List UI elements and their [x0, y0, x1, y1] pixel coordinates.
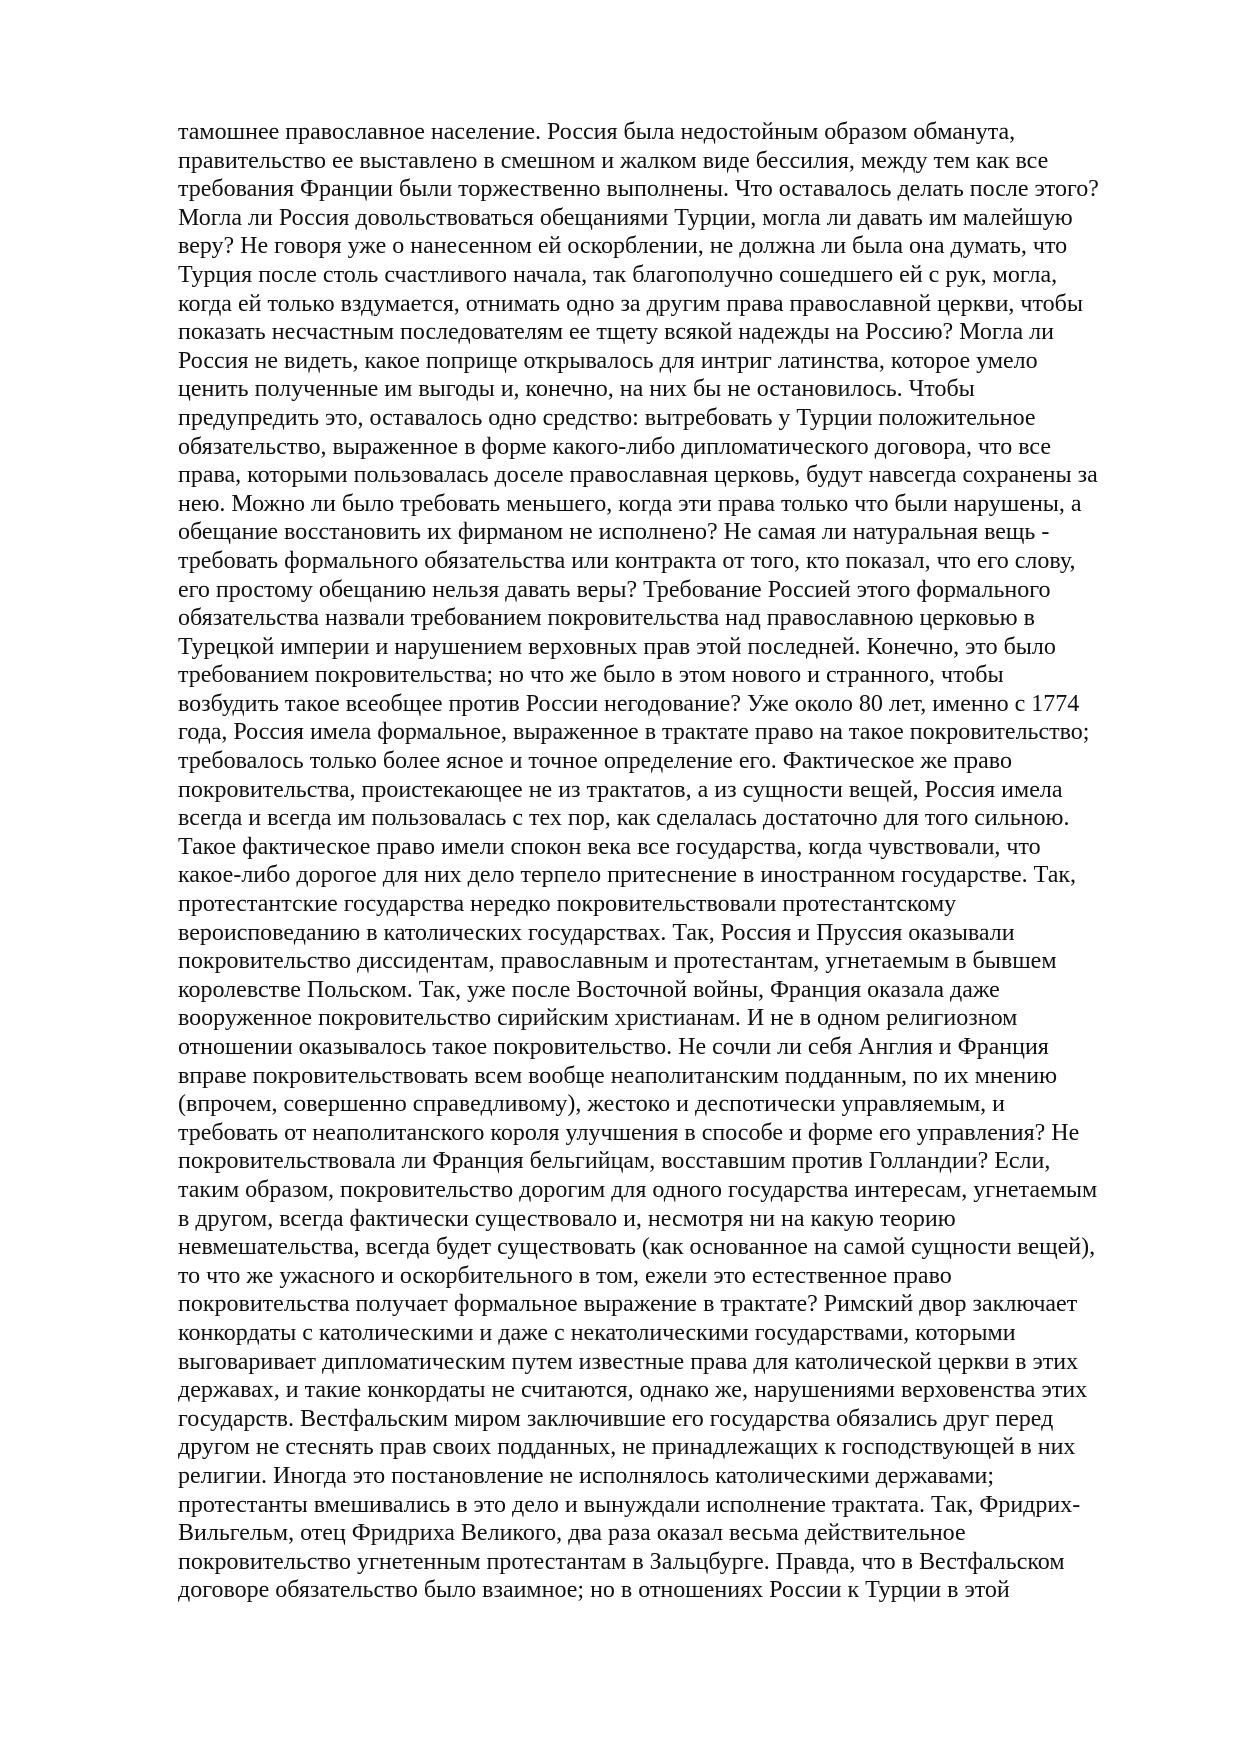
text-line: требования Франции были торжественно выполнены. Что оставалось делать после этого? — [178, 176, 1099, 203]
text-line: вооруженное покровительство сирийским христианам. И не в одном религиозном — [178, 1005, 1018, 1032]
text-line: какое-либо дорогое для них дело терпело притеснение в иностранном государстве. Так, — [178, 862, 1077, 889]
text-line: его простому обещанию нельзя давать веры? Требование Россией этого формального — [178, 576, 1051, 603]
text-line: государств. Вестфальским миром заключившие его государства обязались друг перед — [178, 1405, 1054, 1432]
text-line: предупредить это, оставалось одно средство: вытребовать у Турции положительное — [178, 404, 1036, 431]
text-line: обязательство, выраженное в форме какого-либо дипломатического договора, что все — [178, 433, 1051, 460]
text-line: веру? Не говоря уже о нанесенном ей оскорблении, не должна ли была она думать, что — [178, 233, 1068, 260]
text-line: нею. Можно ли было требовать меньшего, когда эти права только что были нарушены, а — [178, 490, 1082, 517]
text-line: протестанты вмешивались в это дело и вынуждали исполнение трактата. Так, Фридрих- — [178, 1491, 1081, 1518]
text-line: требовать формального обязательства или контракта от того, кто показал, что его слову, — [178, 547, 1076, 574]
text-line: возбудить такое всеобщее против России негодование? Уже около 80 лет, именно с 1774 — [178, 690, 1080, 717]
text-line: покровительство угнетенным протестантам в Зальцбурге. Правда, что в Вестфальском — [178, 1548, 1065, 1575]
text-line: державах, и такие конкордаты не считаются, однако же, нарушениями верховенства этих — [178, 1377, 1088, 1404]
text-line: другом не стеснять прав своих подданных, не принадлежащих к господствующей в них — [178, 1434, 1076, 1461]
text-line: обязательства назвали требованием покровительства над православною церковью в — [178, 605, 1035, 632]
text-line: покровительства получает формальное выражение в трактате? Римский двор заключает — [178, 1291, 1078, 1318]
text-line: конкордаты с католическими и даже с некатолическими государствами, которыми — [178, 1319, 1016, 1346]
text-line: вправе покровительствовать всем вообще неаполитанским подданным, по их мнению — [178, 1062, 1057, 1089]
text-line: вероисповеданию в католических государствах. Так, Россия и Пруссия оказывали — [178, 919, 1015, 946]
text-line: требовать от неаполитанского короля улучшения в способе и форме его управления? Не — [178, 1119, 1080, 1146]
text-line: то что же ужасного и оскорбительного в том, ежели это естественное право — [178, 1262, 952, 1289]
text-line: религии. Иногда это постановление не исполнялось католическими державами; — [178, 1462, 995, 1489]
text-line: (впрочем, совершенно справедливому), жестоко и деспотически управляемым, и — [178, 1091, 1005, 1118]
text-line: обещание восстановить их фирманом не исполнено? Не самая ли натуральная вещь - — [178, 519, 1050, 546]
text-line: года, Россия имела формальное, выраженное в трактате право на такое покровительство; — [178, 719, 1090, 746]
text-line: в другом, всегда фактически существовало и, несмотря ни на какую теорию — [178, 1205, 956, 1232]
text-line: отношении оказывалось такое покровительство. Не сочли ли себя Англия и Франция — [178, 1034, 1049, 1060]
text-line: всегда и всегда им пользовалась с тех пор, как сделалась достаточно для того сильною. — [178, 805, 1070, 832]
text-line: показать несчастным последователям ее тщету всякой надежды на Россию? Могла ли — [178, 319, 1054, 346]
text-line: Могла ли Россия довольствоваться обещаниями Турции, могла ли давать им малейшую — [178, 204, 1073, 231]
text-line: протестантские государства нередко покровительствовали протестантскому — [178, 891, 957, 918]
text-line: королевстве Польском. Так, уже после Восточной войны, Франция оказала даже — [178, 976, 1000, 1003]
text-line: тамошнее православное население. Россия была недостойным образом обманута, — [178, 119, 1016, 145]
text-line: требованием покровительства; но что же было в этом нового и странного, чтобы — [178, 662, 1004, 689]
text-line: ценить полученные им выгоды и, конечно, на них бы не остановилось. Чтобы — [178, 376, 975, 403]
body-text — [178, 118, 1178, 1605]
text-line: когда ей только вздумается, отнимать одно за другим права православной церкви, чтобы — [178, 290, 1083, 317]
text-line: покровительства, проистекающее не из трактатов, а из сущности вещей, Россия имела — [178, 776, 1063, 803]
text-line: покровительствовала ли Франция бельгийцам, восставшим против Голландии? Если, — [178, 1148, 1051, 1175]
text-line: Турецкой империи и нарушением верховных прав этой последней. Конечно, это было — [178, 633, 1056, 660]
text-line: Такое фактическое право имели спокон века все государства, когда чувствовали, что — [178, 833, 1041, 860]
text-line: Вильгельм, отец Фридриха Великого, два раза оказал весьма действительное — [178, 1520, 966, 1547]
text-line: Россия не видеть, какое поприще открывалось для интриг латинства, которое умело — [178, 347, 1038, 374]
text-line: договоре обязательство было взаимное; но в отношениях России к Турции в этой — [178, 1577, 1010, 1604]
text-line: выговаривает дипломатическим путем известные права для католической церкви в этих — [178, 1348, 1079, 1375]
text-line: правительство ее выставлено в смешном и жалком виде бессилия, между тем как все — [178, 147, 1049, 174]
text-line: права, которыми пользовалась доселе православная церковь, будут навсегда сохранены за — [178, 462, 1098, 489]
text-line: покровительство диссидентам, православным и протестантам, угнетаемым в бывшем — [178, 948, 1057, 975]
text-line: Турция после столь счастливого начала, так благополучно сошедшего ей с рук, могла, — [178, 261, 1058, 288]
text-line: требовалось только более ясное и точное определение его. Фактическое же право — [178, 748, 1012, 775]
text-line: невмешательства, всегда будет существовать (как основанное на самой сущности вещей), — [178, 1234, 1096, 1261]
text-line: таким образом, покровительство дорогим для одного государства интересам, угнетаемым — [178, 1176, 1098, 1203]
